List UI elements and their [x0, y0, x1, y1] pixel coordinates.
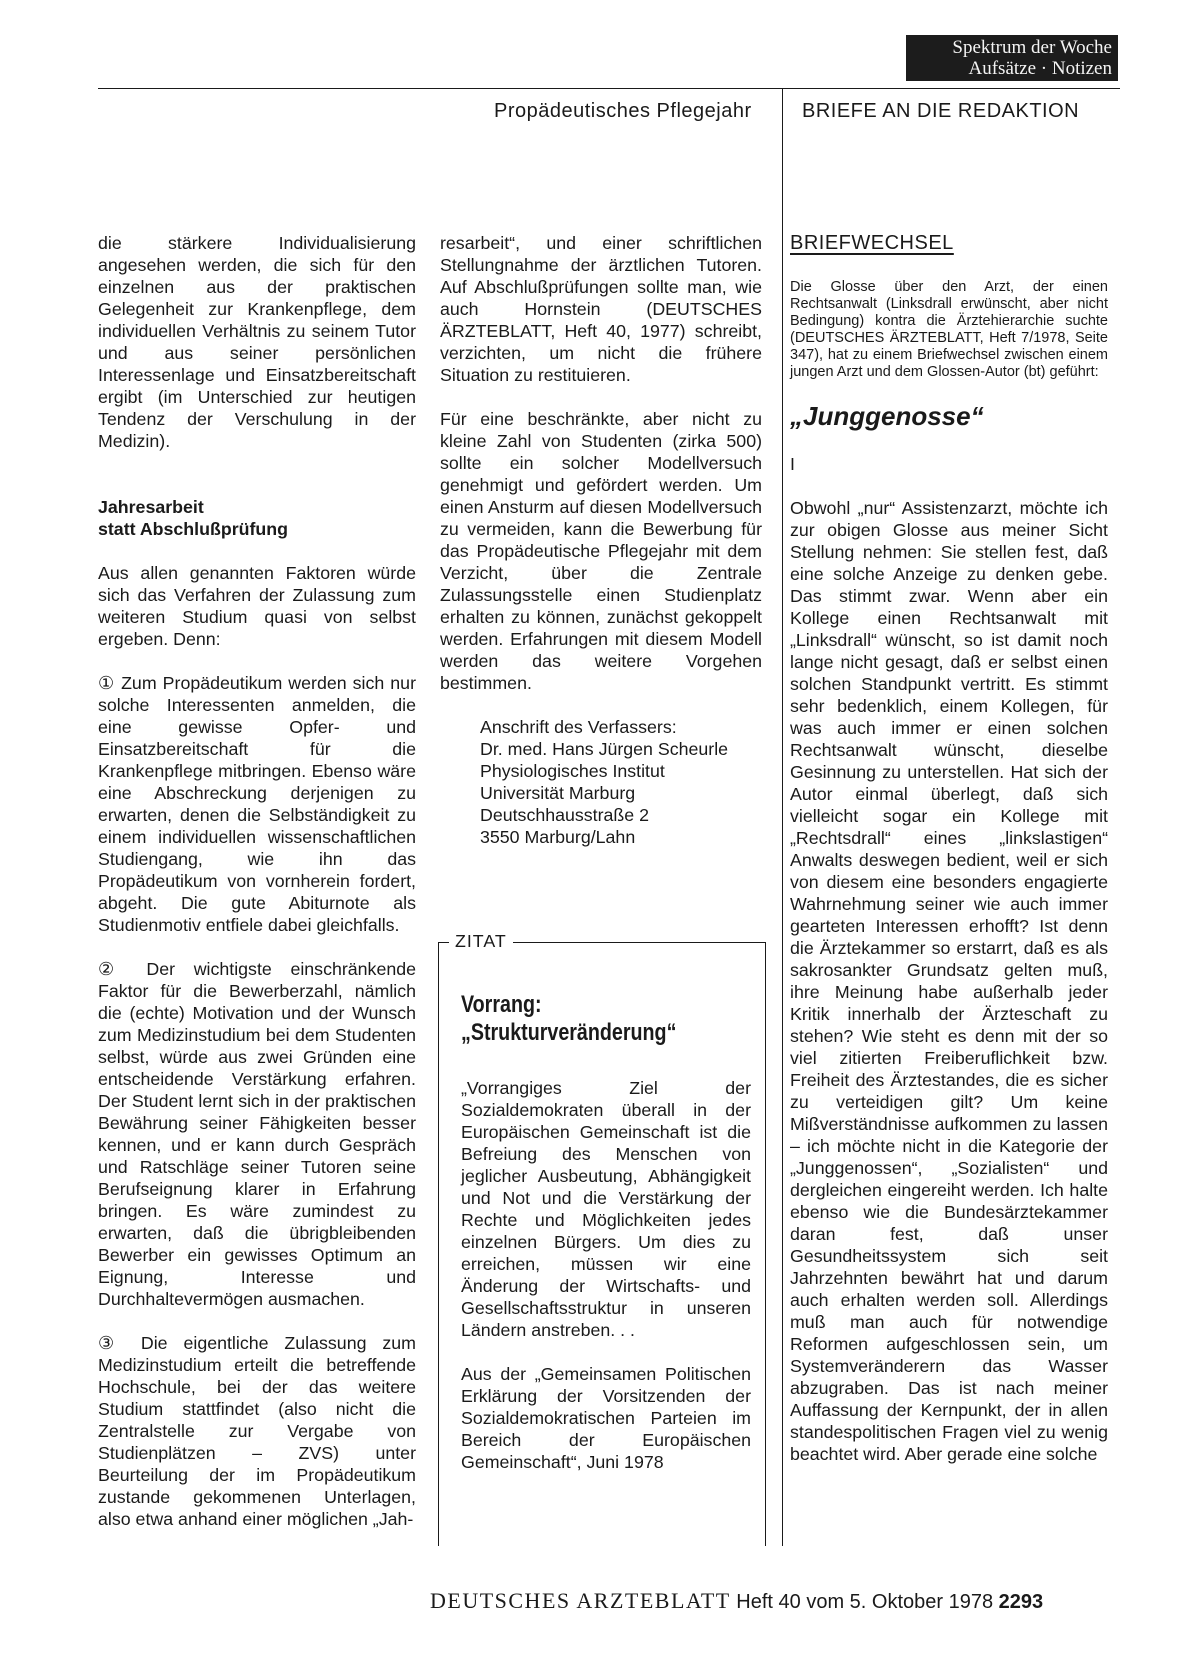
col1-paragraph-2: Aus allen genannten Faktoren würde sich das Verfahren der Zulassung zum weiteren Studium quasi von selbst ergeben. Denn: — [98, 563, 416, 649]
footer-issue: Heft 40 vom 5. Oktober 1978 — [736, 1591, 994, 1613]
badge-line-2: Aufsätze · Notizen — [968, 58, 1112, 79]
col1-paragraph-3: ① Zum Propädeutikum werden sich nur solche Interessenten anmelden, die eine gewisse Opfer- und Einsatzbereitschaft für die Krankenpflege mitbringen. Ebenso wäre eine Abschreckung derjenigen zu erwarten, denen die Selbständigkeit zu einem individuellen wissenschaftlichen Studiengang, wie ihn das Propädeutikum von vornherein fordert, abgeht. Die gute Abiturnote als Studienmotiv entfiele dabei gleichfalls. — [98, 673, 416, 935]
col1-paragraph-5: ③ Die eigentliche Zulassung zum Medizinstudium erteilt die betreffende Hochschule, bei der das weitere Studium stattfindet (also nicht die Zentralstelle zur Vergabe von Studienplätzen – ZVS) unter Beurteilung der im Propädeutikum zustande gekommenen Unterlagen, also etwa anhand einer möglichen „Jah- — [98, 1333, 416, 1529]
quote-title — [461, 991, 756, 1047]
quote-text: „Vorrangiges Ziel der Sozialdemokraten überall in der Europäischen Gemeinschaft ist die Befreiung des Menschen von jeglicher Ausbeutung, Abhängigkeit und Not und die Verstärkung der Rechte und Möglichkeiten jedes einzelnen Bürgers. Um dies zu erreichen, müssen wir eine Änderung der Wirtschafts- und Gesellschaftsstruktur in unseren Ländern anstreben. . . — [461, 1078, 751, 1340]
quote-box-label: ZITAT — [449, 931, 513, 952]
section-badge — [906, 35, 1118, 81]
address-line-6: 3550 Marburg/Lahn — [480, 827, 636, 847]
address-line-1: Anschrift des Verfassers: — [480, 717, 677, 737]
subheading-line-2: statt Abschlußprüfung — [98, 519, 288, 539]
quote-box-content — [461, 991, 751, 1495]
author-address — [440, 716, 762, 848]
column-1 — [98, 232, 416, 1552]
section-heading: BRIEFWECHSEL — [790, 232, 954, 254]
quote-title-line-2: „Strukturveränderung“ — [461, 1019, 677, 1046]
column-divider — [782, 88, 783, 1546]
running-head-right: BRIEFE AN DIE REDAKTION — [802, 100, 1080, 122]
quote-box — [438, 931, 766, 1546]
column-3 — [790, 232, 1108, 1465]
running-head-left: Propädeutisches Pflegejahr — [494, 100, 752, 122]
column-2 — [440, 232, 762, 848]
col2-paragraph-1: resarbeit“, und einer schriftlichen Stellungnahme der ärztlichen Tutoren. Auf Abschlußprüfungen sollte man, wie auch Hornstein (DEUTSCHES ÄRZTEBLATT, Heft 40, 1977) schreibt, verzichten, um nicht die frühere Situation zu restituieren. — [440, 233, 762, 385]
col2-paragraph-2: Für eine beschränkte, aber nicht zu kleine Zahl von Studenten (zirka 500) sollte ein solcher Modellversuch genehmigt und gefördert werden. Um einen Ansturm auf diesen Modellversuch zu vermeiden, kann die Bewerbung für das Propädeutische Pflegejahr mit dem Verzicht, über die Zentrale Zulassungsstelle einen Studienplatz erhalten zu können, zunächst gekoppelt werden. Erfahrungen mit diesem Modell werden das weitere Vorgehen bestimmen. — [440, 409, 762, 693]
col1-subheading — [98, 496, 416, 540]
col1-paragraph-4: ② Der wichtigste einschränkende Faktor für die Bewerberzahl, nämlich die (echte) Motivation und der Wunsch zum Medizinstudium bei dem Studenten selbst, würde aus zwei Gründen eine entscheidende Verstärkung erfahren. Der Student lernt sich in der praktischen Bewährung seiner Fähigkeiten besser kennen, und er kann durch Gespräch und Ratschläge seiner Tutoren seine Berufseignung klarer in Erfahrung bringen. Es wäre zumindest zu erwarten, daß die übrigbleibenden Bewerber ein gewisses Optimum an Eignung, Interesse und Durchhaltevermögen ausmachen. — [98, 959, 416, 1309]
letter-number: I — [790, 454, 795, 474]
footer-magazine: DEUTSCHES ARZTEBLATT — [430, 1588, 731, 1613]
letter-body: Obwohl „nur“ Assistenzarzt, möchte ich zur obigen Glosse aus meiner Sicht Stellung nehmen: Sie stellen fest, daß eine solche Anzeige zu denken gebe. Das stimmt zwar. Wenn aber ein Kollege einen Rechtsanwalt mit „Linksdrall“ wünscht, so ist damit noch lange nicht gesagt, daß er selbst einen solchen Standpunkt vertritt. Es stimmt sehr bedenklich, einem Kollegen, für was auch immer er einen solchen Rechtsanwalt wünscht, dieselbe Gesinnung zu unterstellen. Hat sich der Autor einmal überlegt, daß sich vielleicht sogar ein Kollege mit „Rechtsdrall“ eines „linkslastigen“ Anwalts deswegen bedient, weil er sich von diesem eine besonders engagierte Wahrnehmung seiner wie auch immer gearteten Interessen erhofft? Ist denn die Ärztekammer so erstarrt, daß es als sakrosankter Grundsatz gelten muß, ihre Meinung habe außerhalb jeder Kritik innerhalb der Ärzteschaft zu stehen? Wie steht es denn mit der so viel zitierten Freiberuflichkeit bzw. Freiheit des Ärztestandes, die es sicher zu verteidigen gilt? Um keine Mißverständnisse aufkommen zu lassen – ich möchte nicht in die Kategorie der „Junggenossen“, „Sozialisten“ und dergleichen eingereiht werden. Ich halte ebenso wie die Bundesärztekammer daran fest, daß unser Gesundheitssystem sich seit Jahrzehnten bewährt hat und darum auch erhalten werden soll. Allerdings muß man auch für notwendige Reformen aufgeschlossen sein, um Systemveränderern das Wasser abzugraben. Das ist nach meiner Auffassung der Kernpunkt, der in allen standespolitischen Fragen viel zu wenig beachtet wird. Aber gerade eine solche — [790, 498, 1108, 1464]
badge-line-1: Spektrum der Woche — [952, 37, 1112, 58]
subheading-line-1: Jahresarbeit — [98, 497, 204, 517]
address-line-2: Dr. med. Hans Jürgen Scheurle — [480, 739, 729, 759]
address-line-3: Physiologisches Institut — [480, 761, 665, 781]
header-rule — [98, 88, 1120, 89]
page-footer — [430, 1588, 1043, 1614]
quote-source: Aus der „Gemeinsamen Politischen Erklärung der Vorsitzenden der Sozialdemokratischen Parteien im Bereich der Europäischen Gemeinschaft“, Juni 1978 — [461, 1364, 751, 1472]
letters-intro: Die Glosse über den Arzt, der einen Rechtsanwalt (Linksdrall erwünscht, aber nicht Bedingung) kontra die Ärztehierarchie suchte (DEUTSCHES ÄRZTEBLATT, Heft 7/1978, Seite 347), hat zu einem Briefwechsel zwischen einem jungen Arzt und dem Glossen-Autor (bt) geführt: — [790, 279, 1108, 380]
quote-title-line-1: Vorrang: — [461, 991, 542, 1018]
col1-paragraph-1: die stärkere Individualisierung angesehen werden, die sich für den einzelnen aus der praktischen Gelegenheit zur Krankenpflege, dem individuellen Verhältnis zu seinem Tutor und aus seiner persönlichen Interessenlage und Einsatzbereitschaft ergibt (im Unterschied zur heutigen Tendenz der Verschulung in der Medizin). — [98, 233, 416, 451]
page-number: 2293 — [998, 1591, 1044, 1613]
letter-title: „Junggenosse“ — [790, 401, 984, 431]
address-line-5: Deutschhausstraße 2 — [480, 805, 650, 825]
address-line-4: Universität Marburg — [480, 783, 636, 803]
